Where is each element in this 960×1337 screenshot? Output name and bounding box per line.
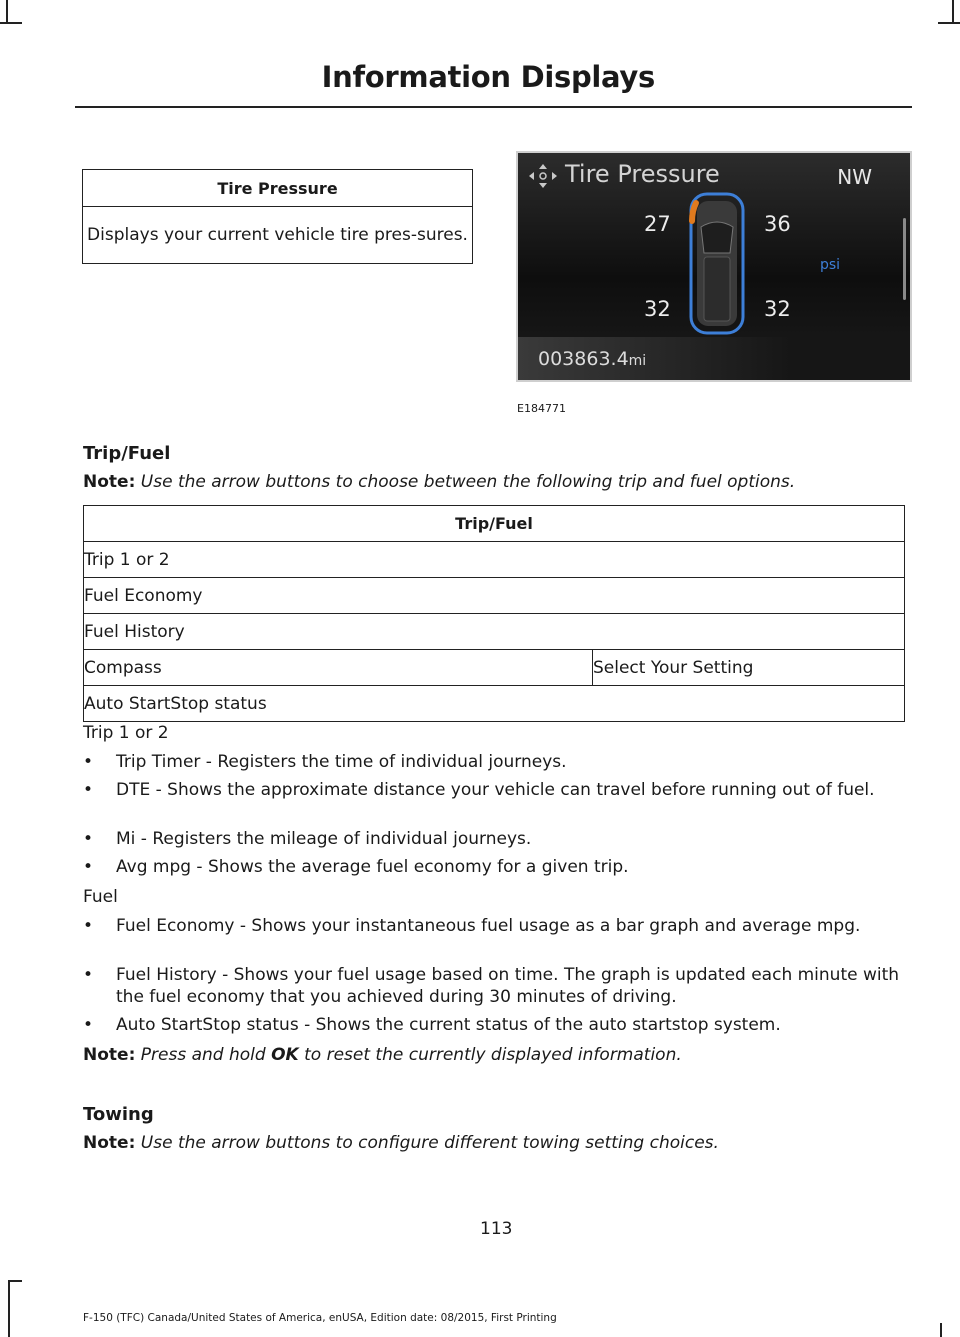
towing-note — [83, 1133, 719, 1153]
bullet-icon: • — [83, 1015, 94, 1035]
crop-mark — [8, 1282, 10, 1337]
list-item — [83, 779, 908, 801]
trip-fuel-note — [83, 472, 795, 492]
trip-fuel-table — [83, 505, 905, 722]
note-text-post: to reset the currently displayed information. — [304, 1045, 682, 1065]
table-row: Fuel History — [84, 614, 905, 650]
header-rule — [75, 106, 912, 108]
crop-mark — [6, 0, 8, 22]
tire-pressure-table-heading: Tire Pressure — [83, 170, 473, 207]
tire-pressure-display — [516, 151, 912, 382]
compass-setting-cell: Select Your Setting — [593, 650, 905, 686]
reset-note — [83, 1045, 682, 1065]
fuel-subheading: Fuel — [83, 887, 118, 907]
note-label: Note: — [83, 1045, 136, 1065]
page-title: Information Displays — [321, 60, 655, 94]
list-item-text: Avg mpg - Shows the average fuel economy for a given trip. — [116, 857, 629, 877]
pressure-unit: psi — [820, 257, 841, 273]
list-item-text: Trip Timer - Registers the time of individual journeys. — [116, 752, 567, 772]
list-item — [83, 751, 908, 773]
display-title: Tire Pressure — [565, 160, 720, 188]
table-row: Trip 1 or 2 — [84, 542, 905, 578]
page-number: 113 — [480, 1219, 513, 1239]
trip-fuel-table-heading: Trip/Fuel — [84, 506, 905, 542]
crop-mark — [8, 1280, 22, 1282]
odometer — [538, 348, 646, 370]
odometer-value: 003863.4 — [538, 348, 629, 370]
bullet-icon: • — [83, 752, 94, 772]
ok-key: OK — [271, 1045, 299, 1065]
tire-rear-right: 32 — [764, 297, 791, 321]
bullet-icon: • — [83, 916, 94, 936]
tire-front-right: 36 — [764, 212, 791, 236]
edition-footer: F-150 (TFC) Canada/United States of America, enUSA, Edition date: 08/2015, First Printing — [83, 1312, 557, 1324]
figure-id: E184771 — [517, 402, 566, 415]
bullet-icon: • — [83, 857, 94, 877]
bullet-icon: • — [83, 965, 94, 985]
tire-front-left: 27 — [644, 212, 671, 236]
trip-subheading: Trip 1 or 2 — [83, 723, 169, 743]
odometer-unit: mi — [628, 353, 647, 369]
list-item-text: Fuel History - Shows your fuel usage based on time. The graph is updated each minute with the fuel economy that you achieved during 30 minutes of driving. — [116, 965, 900, 1007]
list-item — [83, 1014, 908, 1036]
crop-mark — [940, 1323, 942, 1337]
note-text: Use the arrow buttons to choose between the following trip and fuel options. — [140, 472, 796, 492]
list-item — [83, 828, 908, 850]
list-item — [83, 964, 908, 1008]
table-row: Compass — [84, 650, 593, 686]
table-row: Auto StartStop status — [84, 686, 905, 722]
list-item — [83, 856, 908, 878]
note-text: Use the arrow buttons to configure different towing setting choices. — [140, 1133, 719, 1153]
note-label: Note: — [83, 472, 136, 492]
trip-fuel-heading: Trip/Fuel — [83, 443, 171, 464]
navigation-arrows-icon — [528, 163, 558, 189]
tire-rear-left: 32 — [644, 297, 671, 321]
note-text-pre: Press and hold — [140, 1045, 266, 1065]
compass-heading: NW — [837, 165, 872, 189]
towing-heading: Towing — [83, 1104, 154, 1125]
list-item-text: Auto StartStop status - Shows the current status of the auto startstop system. — [116, 1015, 781, 1035]
bullet-icon: • — [83, 780, 94, 800]
crop-mark — [952, 0, 954, 22]
tire-pressure-table — [82, 169, 473, 264]
crop-mark — [938, 22, 960, 24]
crop-mark — [0, 22, 22, 24]
list-item-text: Mi - Registers the mileage of individual journeys. — [116, 829, 532, 849]
list-item — [83, 915, 908, 937]
bullet-icon: • — [83, 829, 94, 849]
list-item-text: Fuel Economy - Shows your instantaneous fuel usage as a bar graph and average mpg. — [116, 916, 861, 936]
tire-pressure-description: Displays your current vehicle tire pres-sures. — [83, 207, 473, 264]
vehicle-top-view-icon — [688, 191, 746, 336]
table-row: Fuel Economy — [84, 578, 905, 614]
list-item-text: DTE - Shows the approximate distance your vehicle can travel before running out of fuel. — [116, 780, 875, 800]
scroll-indicator — [903, 218, 906, 300]
note-label: Note: — [83, 1133, 136, 1153]
